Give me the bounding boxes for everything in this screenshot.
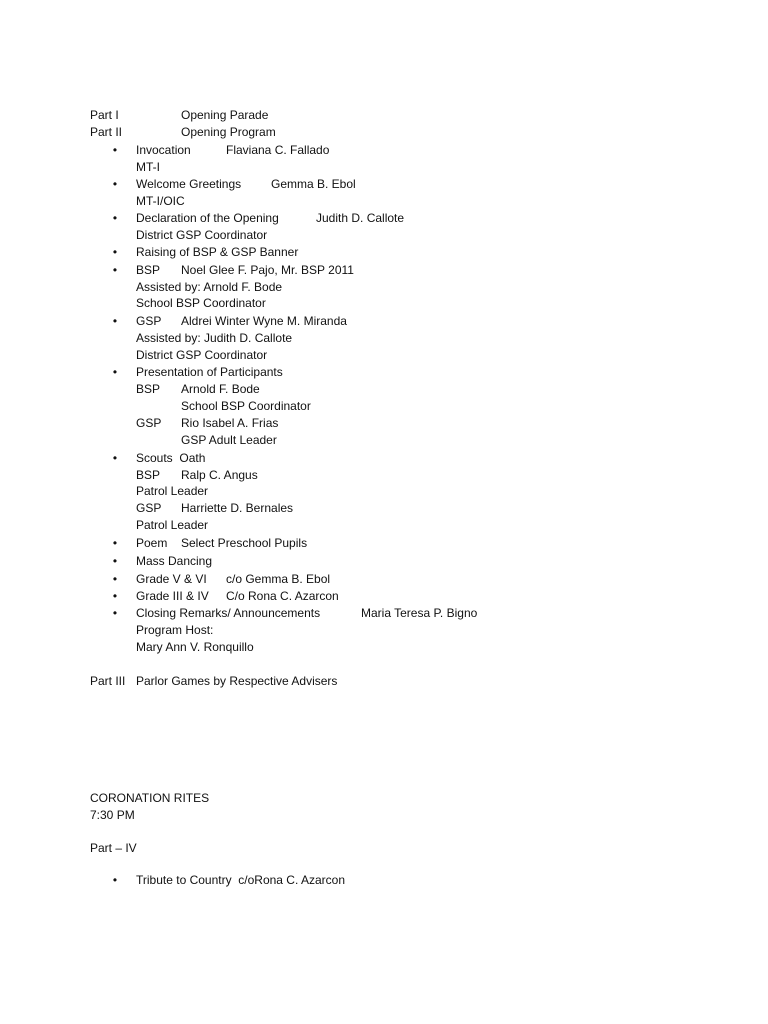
bullet-icon: • xyxy=(112,143,118,157)
closing-label: Closing Remarks/ Announcements xyxy=(136,606,321,620)
presentation-label: Presentation of Participants xyxy=(136,365,283,379)
oath-gsp-name: Harriette D. Bernales xyxy=(181,501,294,515)
grade56-label: Grade V & VI xyxy=(136,572,207,586)
host-name: Mary Ann V. Ronquillo xyxy=(136,640,254,654)
mass-dancing-label: Mass Dancing xyxy=(136,554,213,568)
grade34-label: Grade III & IV xyxy=(136,589,209,603)
invocation-role: MT-I xyxy=(136,160,160,174)
bullet-icon: • xyxy=(112,365,118,379)
bsp-banner-assist: Assisted by: Arnold F. Bode xyxy=(136,280,283,294)
bullet-icon: • xyxy=(112,451,118,465)
presentation-gsp-name: Rio Isabel A. Frias xyxy=(181,416,279,430)
gsp-banner-label: GSP xyxy=(136,314,162,328)
declaration-role: District GSP Coordinator xyxy=(136,228,268,242)
welcome-label: Welcome Greetings xyxy=(136,177,242,191)
presentation-gsp-role: GSP Adult Leader xyxy=(181,433,277,447)
part2-title: Opening Program xyxy=(181,125,276,139)
poem-name: Select Preschool Pupils xyxy=(181,536,308,550)
oath-bsp-label: BSP xyxy=(136,468,161,482)
gsp-banner-name: Aldrei Winter Wyne M. Miranda xyxy=(181,314,347,328)
invocation-name: Flaviana C. Fallado xyxy=(226,143,330,157)
closing-name: Maria Teresa P. Bigno xyxy=(361,606,478,620)
presentation-bsp-role: School BSP Coordinator xyxy=(181,399,311,413)
part1-label: Part I xyxy=(90,108,119,122)
presentation-bsp-name: Arnold F. Bode xyxy=(181,382,260,396)
part3-label: Part III xyxy=(90,674,126,688)
declaration-name: Judith D. Callote xyxy=(316,211,405,225)
gsp-banner-role: District GSP Coordinator xyxy=(136,348,268,362)
tribute-label: Tribute to Country c/oRona C. Azarcon xyxy=(136,873,345,887)
part3-title: Parlor Games by Respective Advisers xyxy=(136,674,338,688)
bullet-icon: • xyxy=(112,177,118,191)
oath-gsp-role: Patrol Leader xyxy=(136,518,209,532)
presentation-gsp-label: GSP xyxy=(136,416,162,430)
welcome-name: Gemma B. Ebol xyxy=(271,177,356,191)
host-label: Program Host: xyxy=(136,623,214,637)
bullet-icon: • xyxy=(112,572,118,586)
declaration-label: Declaration of the Opening xyxy=(136,211,279,225)
grade56-name: c/o Gemma B. Ebol xyxy=(226,572,331,586)
raising-label: Raising of BSP & GSP Banner xyxy=(136,245,299,259)
grade34-name: C/o Rona C. Azarcon xyxy=(226,589,339,603)
bullet-icon: • xyxy=(112,211,118,225)
part2-label: Part II xyxy=(90,125,123,139)
presentation-bsp-label: BSP xyxy=(136,382,161,396)
gsp-banner-assist: Assisted by: Judith D. Callote xyxy=(136,331,293,345)
part4-label: Part – IV xyxy=(90,841,137,855)
oath-bsp-role: Patrol Leader xyxy=(136,484,209,498)
bsp-banner-role: School BSP Coordinator xyxy=(136,296,266,310)
coronation-time: 7:30 PM xyxy=(90,808,135,822)
part1-title: Opening Parade xyxy=(181,108,269,122)
bullet-icon: • xyxy=(112,536,118,550)
coronation-title: CORONATION RITES xyxy=(90,791,210,805)
welcome-role: MT-I/OIC xyxy=(136,194,185,208)
bullet-icon: • xyxy=(112,263,118,277)
bullet-icon: • xyxy=(112,873,118,887)
poem-label: Poem xyxy=(136,536,168,550)
bsp-banner-name: Noel Glee F. Pajo, Mr. BSP 2011 xyxy=(181,263,354,277)
bullet-icon: • xyxy=(112,606,118,620)
oath-label: Scouts Oath xyxy=(136,451,206,465)
bullet-icon: • xyxy=(112,314,118,328)
bullet-icon: • xyxy=(112,245,118,259)
bullet-icon: • xyxy=(112,589,118,603)
oath-bsp-name: Ralp C. Angus xyxy=(181,468,258,482)
bullet-icon: • xyxy=(112,554,118,568)
oath-gsp-label: GSP xyxy=(136,501,162,515)
invocation-label: Invocation xyxy=(136,143,191,157)
bsp-banner-label: BSP xyxy=(136,263,161,277)
